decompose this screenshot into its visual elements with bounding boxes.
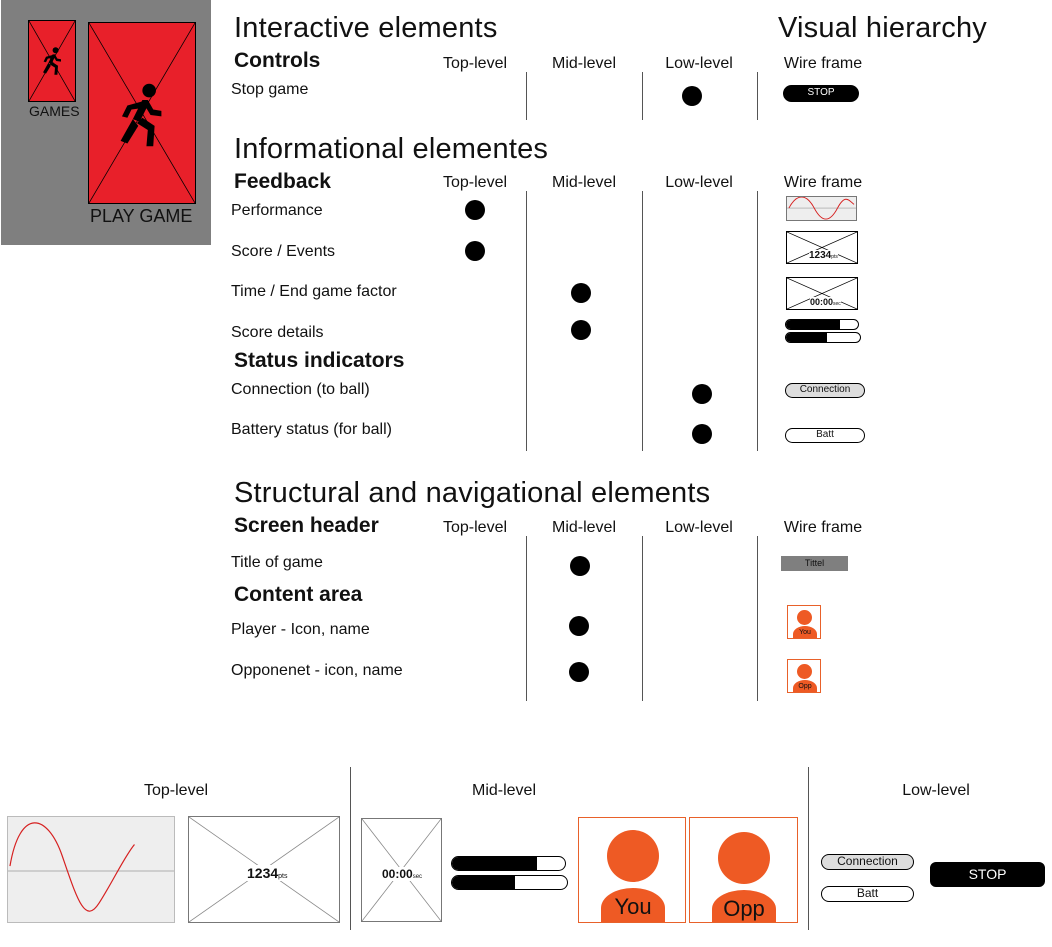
bottom-label-top: Top-level bbox=[143, 782, 209, 799]
score-bar-fill bbox=[452, 857, 537, 870]
wireframe-time-value bbox=[810, 297, 841, 307]
divider bbox=[642, 191, 643, 451]
time-number: 00:00 bbox=[382, 867, 413, 881]
row-label-score-events: Score / Events bbox=[231, 243, 336, 260]
score-unit: pts bbox=[831, 254, 838, 260]
col-header-mid: Mid-level bbox=[551, 55, 616, 72]
time-number: 00:00 bbox=[810, 297, 834, 307]
wireframe-stop-button: STOP bbox=[783, 85, 859, 102]
section-title-structural: Structural and navigational elements bbox=[234, 477, 711, 509]
bottom-label-mid: Mid-level bbox=[471, 782, 536, 799]
row-label-time: Time / End game factor bbox=[231, 283, 397, 300]
divider bbox=[808, 767, 809, 930]
section-title-interactive: Interactive elements bbox=[234, 12, 498, 44]
col-header-low: Low-level bbox=[665, 174, 733, 191]
level-dot-low bbox=[692, 384, 712, 404]
large-time-value bbox=[382, 867, 422, 881]
wireframe-connection-pill: Connection bbox=[785, 383, 865, 398]
level-dot-mid bbox=[569, 662, 589, 682]
divider bbox=[757, 536, 758, 701]
wireframe-title-bar: Tittel bbox=[781, 556, 848, 571]
score-bar-fill bbox=[786, 320, 840, 329]
divider bbox=[526, 536, 527, 701]
divider bbox=[642, 536, 643, 701]
row-label-score-details: Score details bbox=[231, 324, 324, 341]
score-unit: pts bbox=[278, 873, 288, 880]
wireframe-score-value bbox=[809, 250, 838, 261]
wireframe-score-bar bbox=[785, 319, 859, 330]
large-time-box bbox=[361, 818, 442, 922]
row-label-connection: Connection (to ball) bbox=[231, 381, 370, 398]
row-label-player: Player - Icon, name bbox=[231, 621, 370, 638]
large-score-value bbox=[247, 865, 288, 881]
avatar-head bbox=[718, 832, 770, 884]
avatar-body: You bbox=[601, 888, 665, 923]
large-player-avatar bbox=[578, 817, 686, 923]
wireframe-batt-pill: Batt bbox=[785, 428, 865, 443]
section-title-informational: Informational elementes bbox=[234, 133, 549, 165]
wireframe-time-box bbox=[786, 277, 858, 310]
row-label-battery: Battery status (for ball) bbox=[231, 421, 392, 438]
row-label-opponent: Opponenet - icon, name bbox=[231, 662, 403, 679]
large-connection-pill: Connection bbox=[821, 854, 914, 870]
row-label-title-of-game: Title of game bbox=[231, 554, 323, 571]
games-label: GAMES bbox=[29, 103, 80, 119]
avatar-head bbox=[797, 610, 812, 625]
large-score-bar bbox=[451, 875, 568, 890]
col-header-mid: Mid-level bbox=[551, 174, 616, 191]
game-thumbnail-panel bbox=[1, 0, 211, 245]
score-number: 1234 bbox=[247, 865, 279, 881]
visual-hierarchy-title: Visual hierarchy bbox=[778, 12, 987, 44]
divider bbox=[642, 72, 643, 120]
col-header-mid: Mid-level bbox=[551, 519, 616, 536]
group-title-screen-header: Screen header bbox=[234, 514, 379, 537]
level-dot-mid bbox=[571, 320, 591, 340]
level-dot-low bbox=[692, 424, 712, 444]
score-bar-fill bbox=[452, 876, 515, 889]
games-tile[interactable] bbox=[28, 20, 76, 102]
large-batt-pill: Batt bbox=[821, 886, 914, 902]
large-opponent-avatar bbox=[689, 817, 798, 923]
score-bar-fill bbox=[786, 333, 827, 342]
wireframe-score-box bbox=[786, 231, 858, 264]
time-unit: sec bbox=[833, 301, 841, 307]
avatar-head bbox=[607, 830, 659, 882]
running-person-icon bbox=[37, 46, 67, 76]
level-dot-mid bbox=[571, 283, 591, 303]
group-title-status-indicators: Status indicators bbox=[234, 349, 405, 372]
time-unit: sec bbox=[412, 874, 423, 880]
avatar-head bbox=[797, 664, 812, 679]
col-header-wire: Wire frame bbox=[783, 519, 863, 536]
col-header-top: Top-level bbox=[442, 55, 508, 72]
level-dot-top bbox=[465, 200, 485, 220]
group-title-content-area: Content area bbox=[234, 583, 363, 606]
level-dot-top bbox=[465, 241, 485, 261]
avatar-body: Opp bbox=[793, 680, 817, 693]
score-number: 1234 bbox=[809, 250, 832, 261]
divider bbox=[350, 767, 351, 930]
avatar-body: Opp bbox=[712, 890, 776, 923]
play-game-tile[interactable] bbox=[88, 22, 196, 204]
wireframe-score-bar bbox=[785, 332, 861, 343]
group-title-feedback: Feedback bbox=[234, 170, 331, 193]
running-person-icon bbox=[107, 81, 175, 149]
col-header-low: Low-level bbox=[665, 519, 733, 536]
row-label-performance: Performance bbox=[231, 202, 323, 219]
divider bbox=[757, 72, 758, 120]
row-label-stop-game: Stop game bbox=[231, 81, 309, 98]
divider bbox=[757, 191, 758, 451]
large-stop-button: STOP bbox=[930, 862, 1045, 887]
col-header-low: Low-level bbox=[665, 55, 733, 72]
col-header-wire: Wire frame bbox=[783, 174, 863, 191]
level-dot-low bbox=[682, 86, 702, 106]
divider bbox=[526, 72, 527, 120]
col-header-top: Top-level bbox=[442, 519, 508, 536]
bottom-label-low: Low-level bbox=[902, 782, 970, 799]
large-score-bar bbox=[451, 856, 566, 871]
large-score-box bbox=[188, 816, 340, 923]
col-header-top: Top-level bbox=[442, 174, 508, 191]
group-title-controls: Controls bbox=[234, 49, 321, 72]
level-dot-mid bbox=[570, 556, 590, 576]
play-game-label: PLAY GAME bbox=[90, 206, 193, 226]
avatar-body: You bbox=[793, 626, 817, 639]
level-dot-mid bbox=[569, 616, 589, 636]
wireframe-player-avatar bbox=[787, 605, 821, 639]
divider bbox=[526, 191, 527, 451]
col-header-wire: Wire frame bbox=[783, 55, 863, 72]
large-performance-graph bbox=[7, 816, 175, 923]
wireframe-opponent-avatar bbox=[787, 659, 821, 693]
wireframe-performance-graph bbox=[786, 196, 857, 221]
